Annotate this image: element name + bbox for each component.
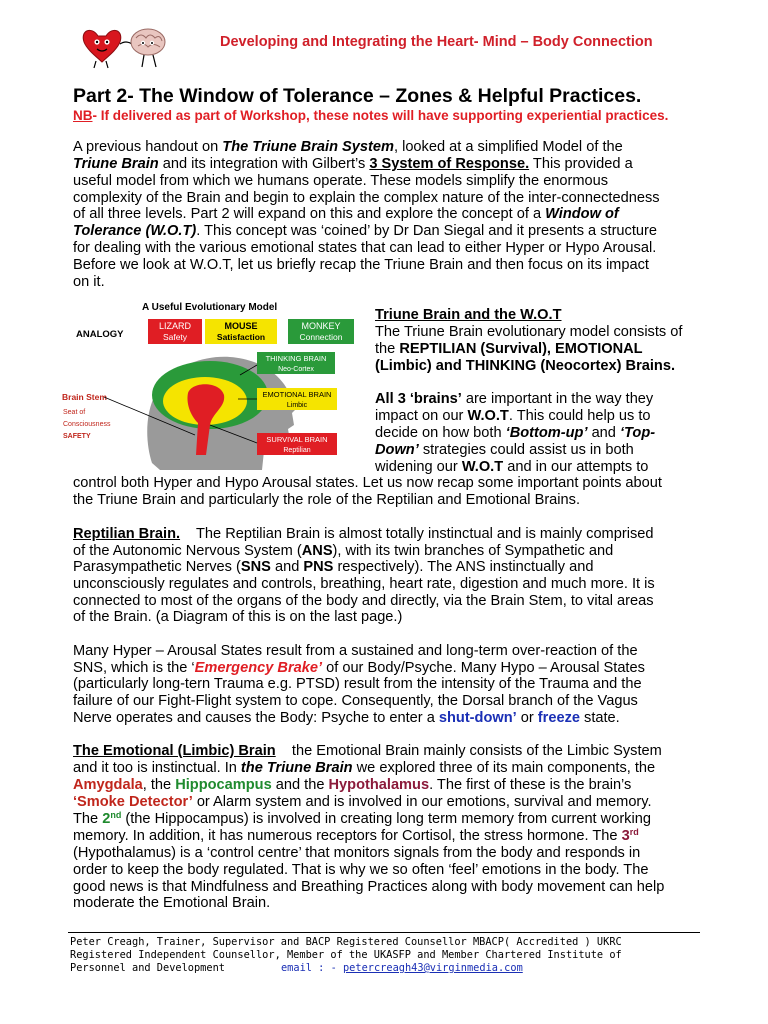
text-line (375, 391, 653, 408)
text-span: PNS (303, 559, 334, 575)
emotional-brain-sub: Limbic (286, 402, 308, 409)
triune-heading (375, 307, 562, 324)
footer-line (70, 962, 523, 975)
text-span: Parasympathetic Nerves ( (73, 559, 241, 575)
seat-of-label: Seat of (63, 409, 86, 416)
nb-note (73, 108, 668, 123)
text-span: state. (579, 710, 620, 726)
footer-divider (68, 932, 700, 933)
text-line: the Triune Brain and particularly the role of the Reptilian and Emotional Brains. (73, 492, 581, 508)
text-line (375, 425, 655, 442)
email-label: email : - (280, 962, 343, 974)
text-span: The Triune Brain System (222, 139, 394, 155)
text-line (73, 526, 653, 543)
text-span: of our Body/Psyche. Many Hypo – Arousal States (322, 660, 645, 676)
text-line: connected to most of the organs of the body and directly, via the Brain Stem, to vital areas (73, 593, 654, 609)
text-span: or Alarm system and is involved in our emotions, survival and memory. (192, 794, 652, 810)
text-span: W.O.T (467, 408, 509, 424)
text-line (73, 139, 623, 156)
text-line: Many Hyper – Arousal States result from a sustained and long-term over-reaction of the (73, 643, 638, 659)
text-line: control both Hyper and Hypo Arousal states. Let us now recap some important points about (73, 475, 662, 491)
consciousness-label: Consciousness (63, 421, 111, 428)
text-line (375, 408, 651, 425)
text-line: good news is that Mindfulness and Breathing Practices along with body movement can help (73, 879, 665, 895)
text-span: . This concept was ‘coined’ by Dr Dan Siegal and it presents a structure (196, 223, 657, 239)
text-line: for dealing with the various emotional states that can lead to either Hyper or Hypo Arousal. (73, 240, 657, 256)
text-line (73, 828, 639, 845)
text-span: and in our attempts to (503, 459, 649, 475)
text-span: freeze (537, 710, 580, 726)
smoke-detector-term: ‘Smoke Detector’ (73, 794, 193, 810)
text-span: This provided a (529, 156, 633, 172)
text-span: REPTILIAN (Survival), EMOTIONAL (399, 341, 643, 357)
text-span: 3 (621, 828, 630, 844)
text-line (73, 710, 620, 727)
text-span: the (375, 341, 400, 357)
text-line (375, 459, 648, 476)
text-span: 3 System of Response. (369, 156, 530, 172)
text-span: are important in the way they (461, 391, 654, 407)
text-span: (the Hippocampus) is involved in creating long term memory from current working (121, 811, 651, 827)
nb-label: NB (73, 108, 93, 123)
text-span: SNS (240, 559, 271, 575)
text-span: SNS, which is the ‘ (73, 660, 195, 676)
text-line (73, 777, 631, 794)
text-line: complexity of the Brain and begin to explain the complex nature of the inter-connectedness (73, 190, 660, 206)
thinking-brain-label: THINKING BRAIN (265, 354, 327, 363)
hippocampus-term: Hippocampus (175, 777, 272, 793)
text-line (73, 543, 613, 560)
text-line (73, 743, 662, 760)
text-span: nd (110, 810, 122, 820)
monkey-label: MONKEY (301, 321, 341, 331)
email-link[interactable]: petercreagh43@virginmedia.com (342, 962, 523, 974)
text-line (73, 206, 619, 223)
text-line: on it. (73, 274, 105, 290)
reptilian-heading: Reptilian Brain. (73, 526, 181, 542)
text-line (375, 341, 643, 358)
text-span: of the Autonomic Nervous System ( (73, 543, 302, 559)
triune-brain-diagram (60, 295, 370, 470)
text-span: Nerve operates and causes the Body: Psyche to enter a (73, 710, 439, 726)
text-span: of all three levels. Part 2 will expand on this and explore the concept of a (73, 206, 546, 222)
emotional-brain-label: EMOTIONAL BRAIN (262, 390, 332, 399)
text-span: Window of (545, 206, 619, 222)
text-span: or (516, 710, 538, 726)
text-span: impact on our (375, 408, 468, 424)
page-title: Part 2- The Window of Tolerance – Zones & Helpful Practices. (73, 85, 642, 107)
text-span: the Triune Brain (240, 760, 353, 776)
text-span: we explored three of its main components, the (352, 760, 656, 776)
hypothalamus-term: Hypothalamus (328, 777, 430, 793)
text-line: (particularly long-tern Trauma e.g. PTSD) result from the intensity of the Trauma and the (73, 676, 642, 692)
header-title: Developing and Integrating the Heart- Mind – Body Connection (220, 34, 653, 50)
text-span: The (73, 811, 103, 827)
text-span: widening our (375, 459, 462, 475)
text-span: All 3 ‘brains’ (375, 391, 462, 407)
diagram-analogy-label: ANALOGY (76, 329, 124, 340)
mouse-label: MOUSE (224, 321, 258, 331)
text-span: W.O.T (461, 459, 504, 475)
text-span: and (587, 425, 620, 441)
text-line: of the Brain. (a Diagram of this is on the last page.) (73, 609, 403, 625)
text-line (73, 223, 657, 240)
text-span: memory. In addition, it has numerous receptors for Cortisol, the stress hormone. The (73, 828, 622, 844)
text-span: Triune Brain (73, 156, 159, 172)
survival-brain-sub: Reptilian (283, 447, 311, 454)
text-span: Emergency Brake’ (194, 660, 323, 676)
text-line: failure of our Fight-Flight system to cope. Consequently, the Dorsal branch of the Vagus (73, 693, 638, 709)
text-span: The Reptilian Brain is almost totally instinctual and is mainly comprised (180, 526, 654, 542)
emotional-heading: The Emotional (Limbic) Brain (73, 743, 276, 759)
text-span: 2 (102, 811, 111, 827)
brain-stem-label: Brain Stem (62, 392, 107, 402)
text-span: and it too is instinctual. In (73, 760, 241, 776)
text-span: ANS (301, 543, 333, 559)
text-span: and its integration with Gilbert’s (158, 156, 370, 172)
text-span: . The first of these is the brain’s (429, 777, 632, 793)
text-line (375, 358, 675, 375)
amygdala-term: Amygdala (73, 777, 143, 793)
text-span: decide on how both (375, 425, 506, 441)
nb-text: - If delivered as part of Workshop, these notes will have supporting experiential practices. (92, 108, 669, 123)
text-line: order to keep the body regulated. That is why we so often ‘feel’ emotions in the body. The (73, 862, 649, 878)
text-span: (Limbic) and THINKING (Neocortex) Brains. (375, 358, 676, 374)
text-line (375, 442, 634, 459)
text-line: The Triune Brain evolutionary model consists of (375, 324, 683, 340)
text-line: unconsciously regulates and controls, breathing, heart rate, digestion and much more. It is (73, 576, 655, 592)
text-span: ), with its twin branches of Sympathetic and (332, 543, 614, 559)
text-line (73, 559, 594, 576)
heart-brain-logo-icon (78, 22, 170, 70)
text-line: Before we look at W.O.T, let us briefly recap the Triune Brain and then focus on its impact (73, 257, 649, 273)
text-span: . This could help us to (508, 408, 651, 424)
lizard-label: LIZARD (158, 321, 192, 331)
text-span: Down’ (375, 442, 419, 458)
text-span: and the (271, 777, 329, 793)
text-span: and (270, 559, 304, 575)
text-line (73, 156, 633, 173)
text-span: ‘Bottom-up’ (505, 425, 588, 441)
safety-label: SAFETY (63, 433, 91, 440)
text-line: moderate the Emotional Brain. (73, 895, 271, 911)
footer-line: Registered Independent Counsellor, Member of the UKASFP and Member Chartered Institute of (70, 949, 622, 961)
lizard-sub-label: Safety (162, 332, 188, 342)
text-span: respectively). The ANS instinctually and (333, 559, 594, 575)
footer-line: Peter Creagh, Trainer, Supervisor and BACP Registered Counsellor MBACP( Accredited ) UKRC (70, 936, 622, 948)
text-span: the Emotional Brain mainly consists of the Limbic System (275, 743, 662, 759)
text-span: ‘Top- (619, 425, 656, 441)
text-line: (Hypothalamus) is a ‘control centre’ that monitors signals from the body and responds in (73, 845, 641, 861)
mouse-sub-label: Satisfaction (216, 332, 266, 342)
text-line (73, 794, 652, 811)
diagram-title: A Useful Evolutionary Model (142, 302, 278, 313)
text-line: useful model from which we humans operate. These models simplify the enormous (73, 173, 609, 189)
text-span: A previous handout on (73, 139, 223, 155)
text-span: strategies could assist us in both (418, 442, 634, 458)
survival-brain-label: SURVIVAL BRAIN (266, 435, 328, 444)
text-span: , the (142, 777, 176, 793)
text-span: rd (629, 827, 639, 837)
text-span: , looked at a simplified Model of the (393, 139, 623, 155)
text-line (73, 760, 655, 777)
text-span: Personnel and Development (70, 962, 225, 974)
text-line (73, 660, 645, 677)
monkey-sub-label: Connection (299, 332, 343, 342)
text-line (73, 811, 651, 828)
thinking-brain-sub: Neo-Cortex (278, 366, 314, 373)
text-span: Tolerance (W.O.T) (73, 223, 197, 239)
text-span: shut-down’ (438, 710, 517, 726)
text-span: Triune Brain and the W.O.T (375, 307, 562, 323)
